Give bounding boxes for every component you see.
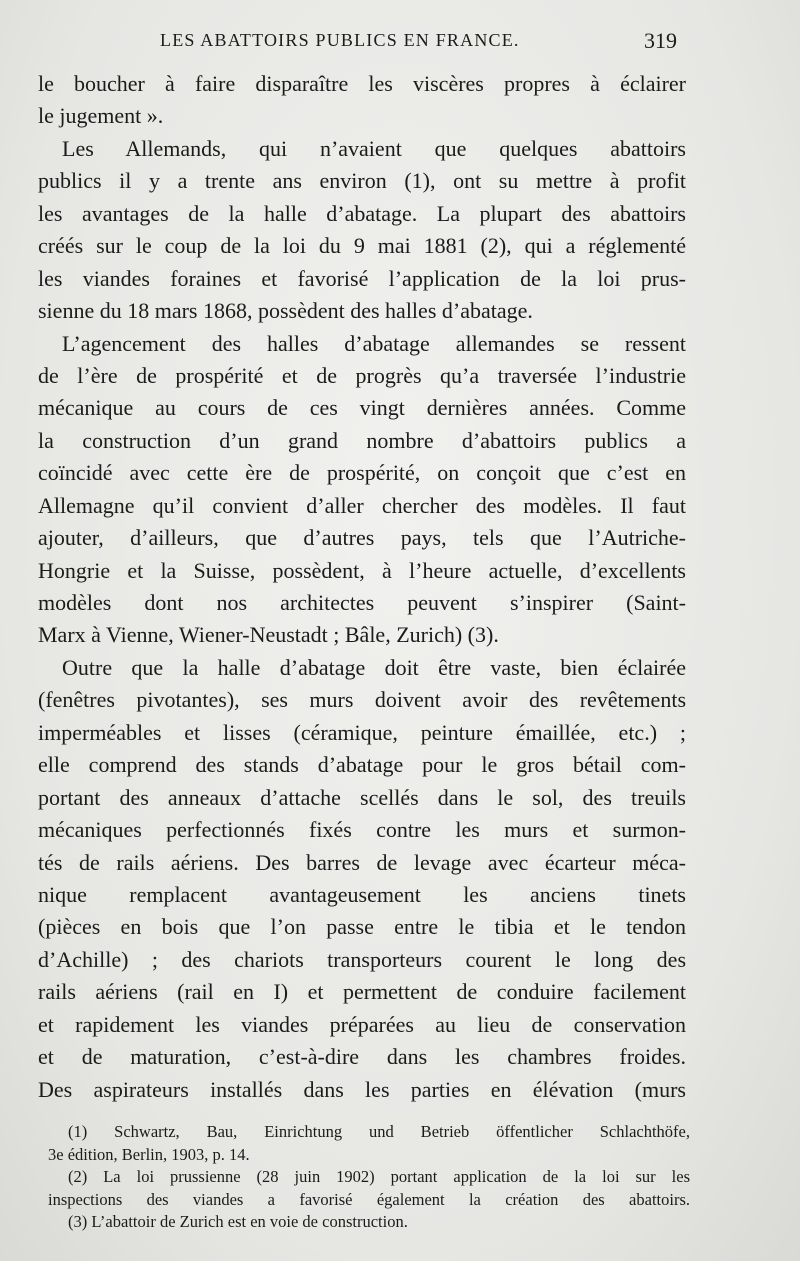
text-line: et rapidement les viandes préparées au lieu de conservation <box>38 1011 686 1037</box>
running-title: LES ABATTOIRS PUBLICS EN FRANCE. <box>160 30 520 50</box>
text-line: de l’ère de prospérité et de progrès qu’a traversée l’industrie <box>38 362 686 388</box>
text-line: portant des anneaux d’attache scellés dans le sol, des treuils <box>38 784 686 810</box>
footnote-line: inspections des viandes a favorisé également la création des abattoirs. <box>48 1189 690 1209</box>
text-line: (fenêtres pivotantes), ses murs doivent avoir des revêtements <box>38 687 686 713</box>
footnotes <box>48 1121 690 1234</box>
page-number: 319 <box>644 28 677 53</box>
text-line: sienne du 18 mars 1868, possèdent des halles d’abatage. <box>38 298 533 324</box>
text-line: modèles dont nos architectes peuvent s’inspirer (Saint- <box>38 590 686 615</box>
text-line: le jugement ». <box>38 103 164 129</box>
text-line: imperméables et lisses (céramique, peinture émaillée, etc.) ; <box>38 719 686 745</box>
footnote-line: (2) La loi prussienne (28 juin 1902) portant application de la loi sur les <box>68 1167 690 1187</box>
text-line: rails aériens (rail en I) et permettent de conduire facilement <box>38 979 686 1005</box>
text-line: coïncidé avec cette ère de prospérité, on conçoit que c’est en <box>38 460 686 486</box>
body-text <box>38 68 686 1106</box>
text-line: Des aspirateurs installés dans les parties en élévation (murs <box>38 1076 686 1102</box>
footnote-line: (1) Schwartz, Bau, Einrichtung und Betrieb öffentlicher Schlachthöfe, <box>68 1122 690 1141</box>
text-line: Allemagne qu’il convient d’aller chercher des modèles. Il faut <box>38 492 686 518</box>
text-line: nique remplacent avantageusement les anciens tinets <box>38 881 686 907</box>
footnote-line: (3) L’abattoir de Zurich est en voie de construction. <box>68 1212 408 1232</box>
text-line: les avantages de la halle d’abatage. La plupart des abattoirs <box>38 200 686 226</box>
text-line: Marx à Vienne, Wiener-Neustadt ; Bâle, Zurich) (3). <box>38 622 499 648</box>
text-line: d’Achille) ; des chariots transporteurs courent le long des <box>38 946 686 972</box>
text-line: (pièces en bois que l’on passe entre le tibia et le tendon <box>38 914 686 940</box>
text-line: le boucher à faire disparaître les viscères propres à éclairer <box>38 71 686 96</box>
page-header <box>0 30 800 60</box>
text-line: Les Allemands, qui n’avaient que quelques abattoirs <box>62 135 686 161</box>
text-line: L’agencement des halles d’abatage allemandes se ressent <box>62 330 686 356</box>
text-line: et de maturation, c’est-à-dire dans les chambres froides. <box>38 1044 686 1070</box>
text-line: publics il y a trente ans environ (1), ont su mettre à profit <box>38 168 686 194</box>
text-line: mécaniques perfectionnés fixés contre les murs et surmon- <box>38 817 686 843</box>
text-line: tés de rails aériens. Des barres de levage avec écarteur méca- <box>38 849 686 875</box>
text-line: elle comprend des stands d’abatage pour le gros bétail com- <box>38 752 686 778</box>
text-line: Outre que la halle d’abatage doit être vaste, bien éclairée <box>62 654 686 680</box>
text-line: les viandes foraines et favorisé l’application de la loi prus- <box>38 265 686 291</box>
text-line: mécanique au cours de ces vingt dernières années. Comme <box>38 395 686 421</box>
footnote-line: 3e édition, Berlin, 1903, p. 14. <box>48 1144 250 1164</box>
text-line: Hongrie et la Suisse, possèdent, à l’heure actuelle, d’excellents <box>38 557 686 583</box>
text-line: créés sur le coup de la loi du 9 mai 1881 (2), qui a réglementé <box>38 233 686 259</box>
text-line: la construction d’un grand nombre d’abattoirs publics a <box>38 427 686 453</box>
text-line: ajouter, d’ailleurs, que d’autres pays, tels que l’Autriche- <box>38 525 686 551</box>
